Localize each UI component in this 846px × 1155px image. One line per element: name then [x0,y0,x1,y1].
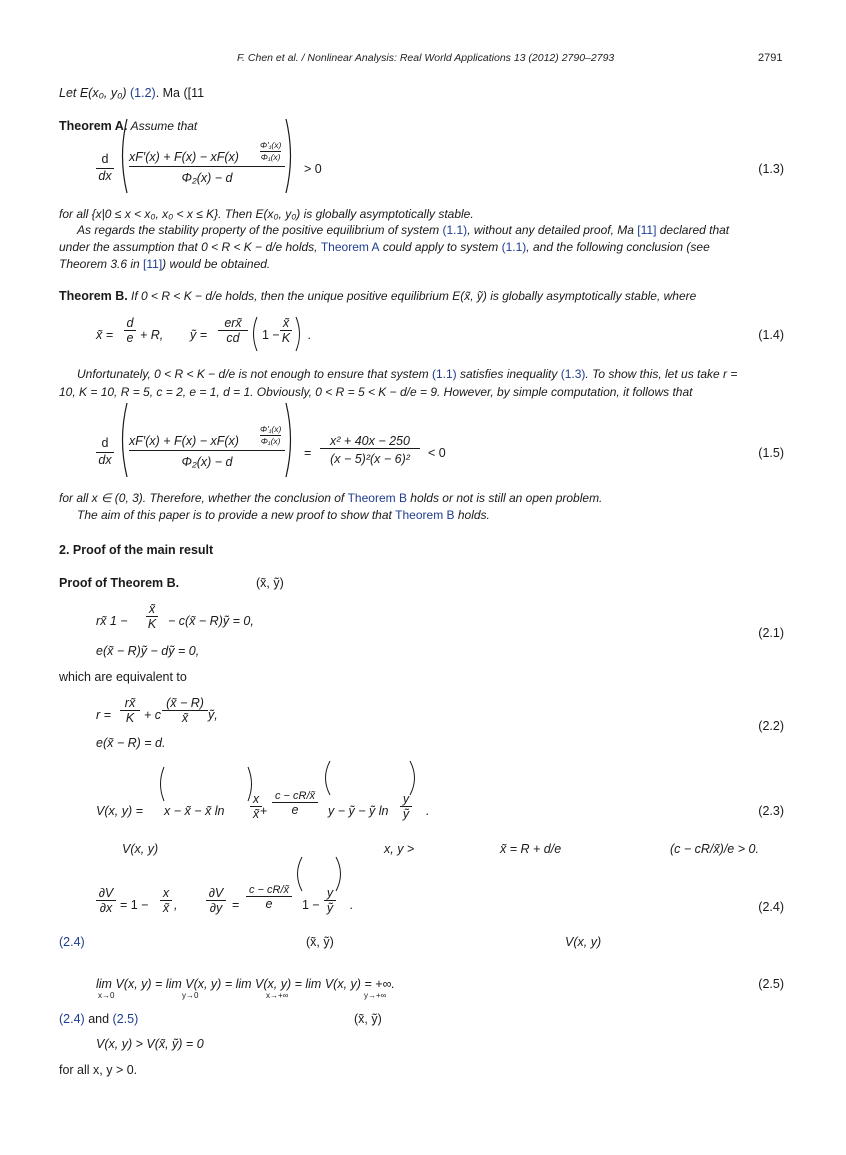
eq22-f1-den: K [120,710,140,725]
para1-t8: ) would be obtained. [162,257,271,271]
eq22-lhs: r = [96,708,111,722]
phi-ratio-num-1-5: Φ′₁(x) [260,424,282,434]
x-eq-tail: + R, [140,328,164,342]
y-tilde-lhs: ỹ = [190,328,208,342]
ref-theorem-b[interactable]: Theorem B [347,491,407,505]
proof-label: Proof of Theorem B. [59,576,180,590]
equation-2-4 [96,866,396,926]
para1-t6: , and the following conclusion (see [526,240,710,254]
eq23-t2: y − ỹ − ỹ ln [328,804,389,818]
y-eq-inner-den: K [281,331,291,345]
ref-system-1-1-b[interactable]: (1.1) [501,240,527,254]
eq24-f1-den: x̃ [160,900,172,915]
eq23-right-paren-1 [246,766,256,802]
y-eq-one: 1 − [262,328,280,342]
eq15-rhs-num: x² + 40x − 250 [330,434,410,448]
eq23-plus: + [260,804,268,818]
left-paren-1-4 [249,316,259,352]
eq21-line1: rx̃ 1 − [96,614,128,628]
equation-2-5 [96,977,516,1007]
eq23-right-paren-2 [408,760,420,796]
ref-inequality-1-3[interactable]: (1.3) [560,367,586,381]
para3-line2 [77,507,490,524]
eq24-d2-den: ∂y [206,900,226,915]
eq23-left-paren-1 [156,766,166,802]
after23-xy: x, y > [384,842,415,856]
eq15-relation: < 0 [428,446,446,460]
eq22-tail: ỹ, [208,708,218,722]
after25-point: (x̃, ỹ) [354,1012,382,1026]
equivalent-text: which are equivalent to [59,670,187,684]
eq23-c-den: e [272,802,318,817]
ref-11-b[interactable]: [11] [143,257,163,271]
y-eq-tail: . [308,328,312,342]
theorem-a-numerator: xF′(x) + F(x) − xF(x) [129,150,239,164]
eq24-comma: , [174,898,178,912]
eq-number-2-4: (2.4) [758,900,784,914]
eq-number-1-5: (1.5) [758,446,784,460]
para3-t2: holds or not is still an open problem. [406,491,603,505]
ref-system-1-1[interactable]: (1.1) [442,223,468,237]
eq24-eq2: = [232,898,240,912]
eq24-left-paren [292,856,304,892]
theorem-b-heading [59,288,696,305]
ref-theorem-b-2[interactable]: Theorem B [395,508,455,522]
dx-den-1-5: dx [96,452,114,467]
d-num-1-5: d [101,436,109,450]
para2-t1: Unfortunately, 0 < R < K − d/e is not enough to ensure that system [77,367,432,381]
eq23-c-num: c − cR/x̃ [274,790,316,802]
para1-line2 [59,239,710,256]
page-number: 2791 [758,52,783,64]
ref-eq-2-4[interactable]: (2.4) [59,935,85,949]
final-inequality: V(x, y) > V(x̃, ỹ) = 0 [96,1037,204,1051]
after25-line [59,1012,138,1026]
right-paren [284,118,296,194]
eq24-one: 1 − [302,898,320,912]
equation-2-3 [96,760,456,830]
eq21-line2: e(x̃ − R)ỹ − dỹ = 0, [96,644,200,658]
intro-text2: . Ma ([11 [155,86,205,100]
intro-line [59,86,204,100]
para3-t3: The aim of this paper is to provide a new proof to show that [77,508,396,522]
eq23-left-paren-2 [320,760,332,796]
phi-ratio-den-1-5: Φ₁(x) [260,436,281,446]
x-eq-num: d [126,316,134,330]
theorem-a-assume: Assume that [130,119,198,133]
ref-eq-2-4-b[interactable]: (2.4) [59,1012,85,1026]
eq23-lhs: V(x, y) = [96,804,143,818]
theorem-b-label: Theorem B. [59,289,128,303]
eq23-tail: . [426,804,430,818]
para2-t2: satisfies inequality [456,367,561,381]
eq24-eq1: = 1 − [120,898,149,912]
eq24-c-den: e [246,896,292,911]
eq23-t1-num: x [252,792,260,806]
para3-line1 [59,490,602,507]
equation-1-4 [96,316,356,356]
eq22-f2-num: (x̃ − R) [166,696,204,710]
eq-number-2-3: (2.3) [758,804,784,818]
for-all-text: for all x, y > 0. [59,1063,138,1077]
eq24-right-paren [334,856,346,892]
eq23-t2-num: y [402,792,410,806]
eq24-d1-den: ∂x [96,900,116,915]
para1-line3 [59,256,270,273]
eq24-f2-num: y [326,886,334,900]
eq15-numerator: xF′(x) + F(x) − xF(x) [129,434,239,448]
ref-11[interactable]: [11] [637,223,657,237]
x-tilde-lhs: x̃ = [96,328,114,342]
eq21-tail: − c(x̃ − R)ỹ = 0, [168,614,254,628]
eq24-d1-num: ∂V [98,886,114,900]
eq24-f2-den: ỹ [324,900,336,915]
eq24-c-num: c − cR/x̃ [248,884,290,896]
eq25-sub3: x→+∞ [266,991,289,1000]
eq-number-2-2: (2.2) [758,719,784,733]
theorem-a-relation: > 0 [304,162,322,176]
eq23-t2-den: ỹ [400,806,412,821]
theorem-a-label: Theorem A. [59,119,128,133]
theorem-a-conclusion: for all {x|0 ≤ x < x₀, x₀ < x ≤ K}. Then E(x₀, y₀) is globally asymptotically stable. [59,207,474,221]
after24-point: (x̃, ỹ) [306,935,334,949]
eq22-f1-num: rx̃ [124,696,136,710]
after24-v: V(x, y) [565,935,602,949]
eq23-t1: x − x̃ − x̃ ln [164,804,225,818]
section-2-title: 2. Proof of the main result [59,543,214,557]
right-paren-1-5 [284,402,296,478]
para1-t5: could apply to system [379,240,502,254]
equation-2-1 [96,602,346,666]
phi-ratio-num: Φ′₁(x) [260,140,282,150]
after23-v: V(x, y) [122,842,159,856]
eq24-f1-num: x [162,886,170,900]
eq22-line2: e(x̃ − R) = d. [96,736,166,750]
equation-1-5: $\frac{d}{dx}$ xF′(x) + F(x) − xF(x) $\frac{\text{Φ′₁(x)}}{\text{Φ₁(x)}}$ Φ₂(x) − d = $\frac{\text{x² + 40x − 250}}{\text{(x − 5)²(x − 6)²}}$ < 0 [96,402,476,478]
theorem-a-denominator: Φ₂(x) − d [129,166,285,185]
eq-number-1-4: (1.4) [758,328,784,342]
dx-den: dx [96,168,114,183]
para1-t4: under the assumption that 0 < R < K − d/e holds, [59,240,321,254]
theorem-b-statement: If 0 < R < K − d/e holds, then the unique positive equilibrium E(x̃, ỹ) is globally asymptotically stable, where [131,289,697,303]
after23-cond: (c − cR/x̃)/e > 0. [670,842,759,856]
eq-number-2-5: (2.5) [758,977,784,991]
left-paren [117,118,129,194]
eq15-denominator: Φ₂(x) − d [129,450,285,469]
eq25-sub1: x→0 [98,991,115,1000]
eq-number-1-3: (1.3) [758,162,784,176]
para2-line2: 10, K = 10, R = 5, c = 2, e = 1, d = 1. Obviously, 0 < R = 5 < K − d/e = 9. However, by simple computation, it follows that [59,385,693,399]
left-paren-1-5 [117,402,129,478]
eq23-t1-den: x̃ [250,806,262,821]
eq22-f2-den: x̃ [162,710,208,725]
para1-t1: As regards the stability property of the positive equilibrium of system [77,223,443,237]
running-title: F. Chen et al. / Nonlinear Analysis: Real World Applications 13 (2012) 2790–2793 [237,52,615,64]
eq25-sub2: y→0 [182,991,199,1000]
para1-t3: declared that [656,223,730,237]
x-eq-den: e [124,330,136,345]
para3-t1: for all x ∈ (0, 3). Therefore, whether the conclusion of [59,491,348,505]
ref-eq-2-5[interactable]: (2.5) [112,1012,139,1026]
d-num: d [101,152,109,166]
eq24-tail: . [350,898,354,912]
y-eq-den: cd [218,330,248,345]
eq25-sub4: y→+∞ [364,991,387,1000]
para1-t2: , without any detailed proof, Ma [467,223,638,237]
proof-eq-point: (x̃, ỹ) [256,576,284,590]
eq22-plus: + c [144,708,162,722]
y-eq-inner-num: x̃ [282,316,290,330]
eq21-num: x̃ [148,602,156,616]
para1-t7: Theorem 3.6 in [59,257,144,271]
ref-eq-1-2[interactable]: (1.2) [129,86,156,100]
ref-theorem-a[interactable]: Theorem A [320,240,380,254]
para3-t4: holds. [454,508,490,522]
para1-line1 [77,222,729,239]
eq25-text: lim V(x, y) = lim V(x, y) = lim V(x, y) = lim V(x, y) = +∞. [96,977,395,991]
eq21-den: K [147,617,157,631]
after25-and: and [88,1012,110,1026]
intro-text: Let E(x₀, y₀) [59,86,127,100]
para2-line1 [77,366,737,383]
eq15-rhs-den: (x − 5)²(x − 6)² [320,448,420,466]
eq-number-2-1: (2.1) [758,626,784,640]
eq24-d2-num: ∂V [208,886,224,900]
ref-system-1-1-c[interactable]: (1.1) [431,367,457,381]
right-paren-1-4 [294,316,304,352]
para2-t3: . To show this, let us take r = [585,367,738,381]
phi-ratio-den: Φ₁(x) [260,152,281,162]
y-eq-num: erx̃ [224,316,242,330]
equation-2-2 [96,696,346,756]
after23-xtilde: x̃ = R + d/e [500,842,562,856]
